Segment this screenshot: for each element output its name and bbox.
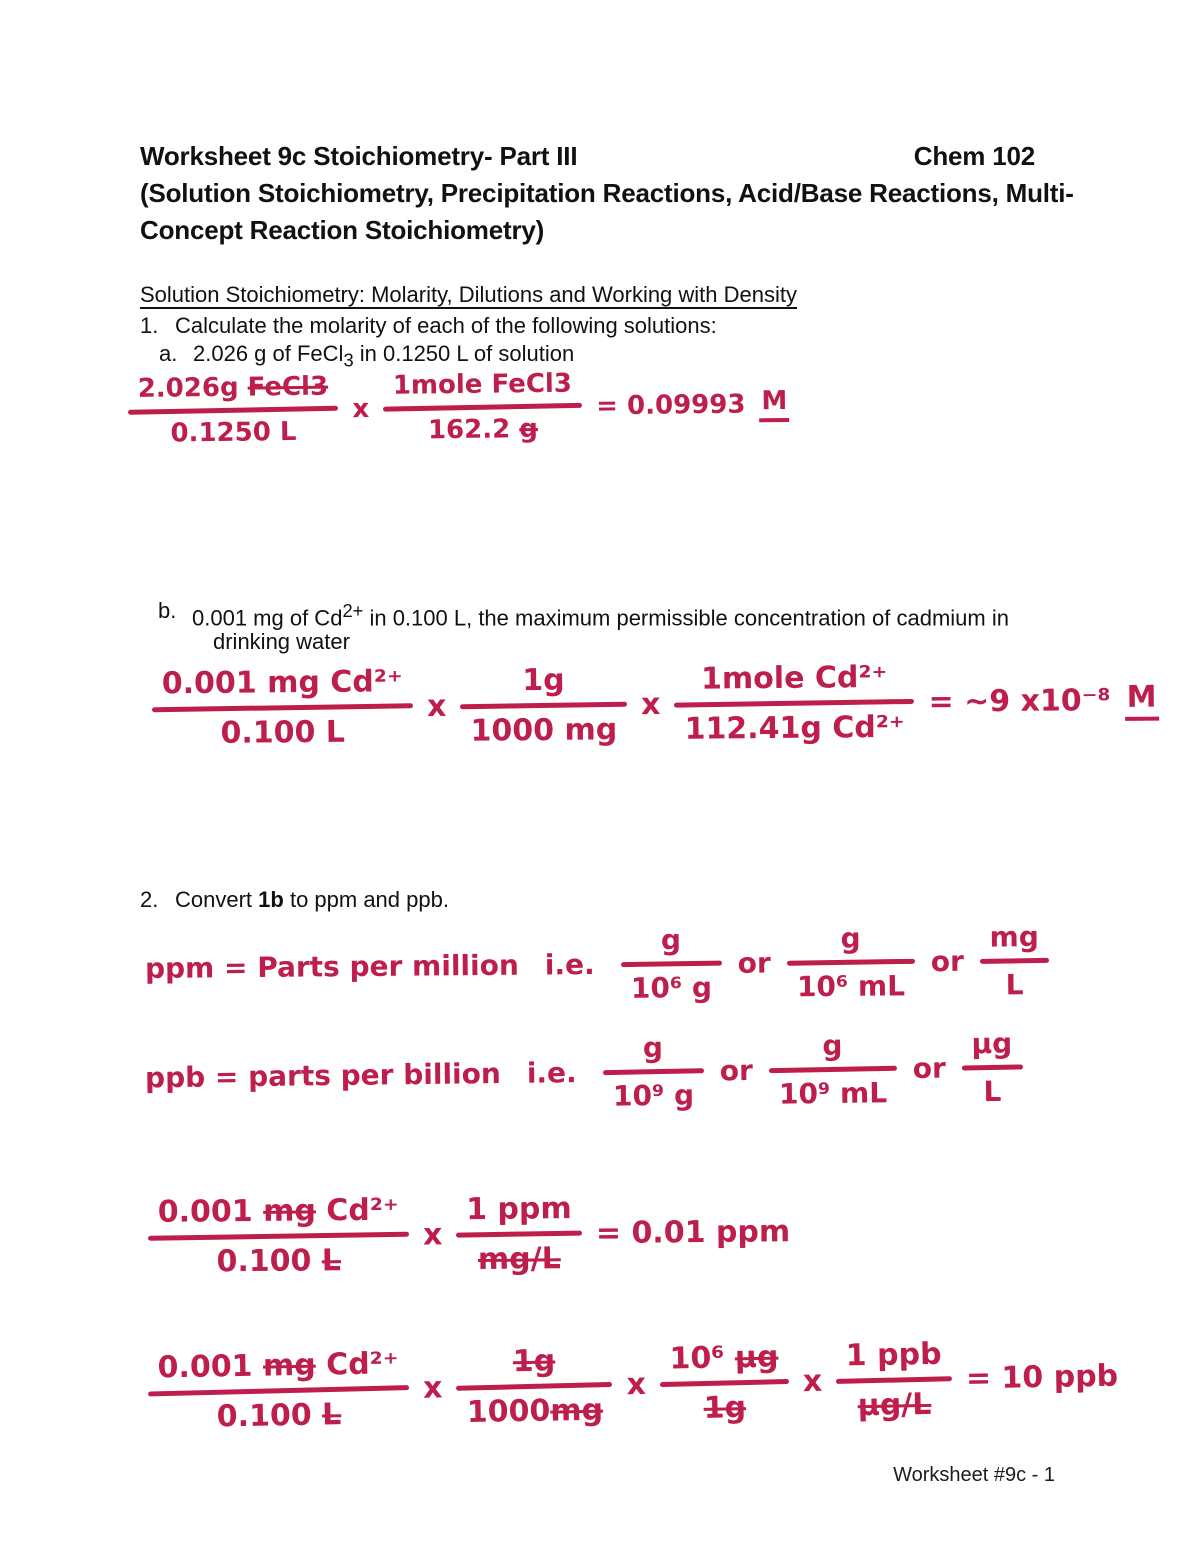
fraction-numerator: g	[840, 921, 861, 955]
volume-value: 0.100	[216, 1397, 312, 1435]
handwritten-work-ppm	[148, 1187, 805, 1282]
or-word: or	[719, 1053, 753, 1088]
fraction-bar	[769, 1066, 897, 1073]
fraction-numerator: 1mole Cd²⁺	[700, 659, 888, 697]
cancelled-unit: mg	[262, 1347, 317, 1384]
fraction-gram-per-milligram	[460, 660, 627, 750]
cancelled-unit: 1g	[512, 1343, 556, 1380]
fraction-denominator	[418, 412, 548, 448]
id-est: i.e.	[544, 948, 595, 982]
question-1a-text-post: in 0.1250 L of solution	[353, 341, 575, 366]
header	[140, 138, 1035, 175]
question-2-reference: 1b	[258, 887, 284, 912]
ion-superscript: 2+	[342, 600, 364, 621]
multiply-sign: x	[626, 1366, 647, 1403]
question-2-text-post: to ppm and ppb.	[283, 887, 449, 912]
fraction-mass-per-volume	[147, 1344, 410, 1438]
fraction-denominator: L	[1005, 968, 1024, 1002]
cancelled-unit: mg	[550, 1392, 604, 1429]
page-footer: Worksheet #9c - 1	[893, 1464, 1055, 1486]
equals-result: = ~9 x10⁻⁸	[928, 683, 1111, 720]
conversion-value: 10⁶	[669, 1340, 725, 1377]
mass-value: 2.026g	[137, 372, 239, 404]
fraction-ppb-conversion	[835, 1335, 952, 1426]
question-1b-label: b.	[158, 598, 177, 623]
fraction-denominator: 1000 mg	[470, 712, 618, 749]
question-1b-text-post: in 0.100 L, the maximum permissible concentration of cadmium in	[363, 605, 1009, 631]
fraction-numerator: mg	[989, 920, 1039, 954]
fraction-gram-per-milligram	[456, 1340, 614, 1432]
fraction-numerator: g	[660, 923, 682, 957]
fraction-bar	[660, 1379, 789, 1387]
question-1a-text-pre: 2.026 g of FeCl	[193, 341, 344, 366]
fraction-bar	[603, 1068, 704, 1075]
multiply-sign: x	[422, 1370, 443, 1406]
result-unit: M	[759, 385, 789, 421]
subtitle-line-2: Concept Reaction Stoichiometry)	[140, 215, 545, 245]
cancelled-unit: g	[519, 414, 539, 445]
fraction-molar-mass	[674, 658, 915, 749]
fraction-numerator: 1 ppb	[845, 1336, 942, 1374]
fraction-bar	[962, 1064, 1023, 1070]
fraction-bar	[456, 1231, 582, 1238]
fraction-g-per-billion-ml	[768, 1026, 897, 1113]
fraction-g-per-billion-g	[602, 1029, 704, 1115]
fraction-numerator: 0.001 mg Cd²⁺	[161, 664, 403, 702]
fraction-microgram-per-gram	[659, 1337, 789, 1428]
fraction-bar	[980, 958, 1049, 964]
ppb-definition	[145, 1025, 1023, 1121]
fraction-mass-per-volume	[128, 369, 339, 451]
multiply-sign: x	[352, 393, 370, 424]
mass-value: 0.001	[157, 1193, 253, 1230]
or-word: or	[737, 946, 771, 980]
cancelled-unit: L	[321, 1397, 342, 1433]
fraction-numerator	[147, 1344, 409, 1388]
multiply-sign: x	[422, 1217, 443, 1253]
fraction-bar	[128, 406, 338, 415]
fraction-numerator: 1g	[522, 662, 565, 699]
fraction-bar	[460, 702, 627, 710]
id-est: i.e.	[526, 1056, 577, 1090]
fraction-denominator: 0.100 L	[220, 714, 346, 751]
cancelled-unit: mg/L	[477, 1241, 561, 1277]
handwritten-work-1a	[128, 364, 790, 451]
question-1b-text-pre: 0.001 mg of Cd	[192, 605, 343, 631]
handwritten-work-1b	[152, 656, 1159, 754]
ppm-definition-label: ppm = Parts per million	[144, 948, 519, 985]
ppb-definition-label: ppb = parts per billion	[144, 1057, 502, 1095]
fraction-denominator: 112.41g Cd²⁺	[684, 709, 905, 747]
formula-subscript: 3	[343, 349, 354, 371]
fraction-denominator	[206, 1395, 351, 1437]
fraction-mass-per-volume	[148, 1191, 410, 1282]
course-code: Chem 102	[913, 141, 1035, 171]
fraction-ppm-conversion	[456, 1189, 582, 1279]
fraction-numerator: 1mole FeCl3	[392, 368, 573, 401]
fraction-bar	[152, 703, 413, 712]
equals-result: = 0.09993	[596, 388, 746, 421]
cancelled-unit: mg	[262, 1193, 317, 1229]
fraction-denominator	[456, 1390, 613, 1432]
handwritten-work-ppb	[147, 1331, 1133, 1437]
fraction-bar	[787, 959, 915, 966]
fraction-bar	[621, 961, 722, 968]
fraction-numerator	[148, 1191, 409, 1232]
fraction-mass-per-volume	[152, 662, 414, 753]
fraction-bar	[456, 1382, 612, 1391]
cancelled-unit: µg/L	[857, 1386, 932, 1424]
ion-label: Cd²⁺	[326, 1192, 399, 1229]
multiply-sign: x	[802, 1363, 823, 1400]
fraction-bar	[383, 403, 582, 412]
fraction-g-per-million-g	[620, 921, 722, 1007]
fraction-denominator: L	[983, 1074, 1002, 1109]
volume-value: 0.100	[216, 1243, 312, 1280]
or-word: or	[930, 944, 964, 979]
ion-label: Cd²⁺	[325, 1346, 399, 1383]
cancelled-unit: L	[321, 1243, 342, 1279]
cancelled-unit: FeCl3	[247, 371, 329, 403]
subtitle-line-1: (Solution Stoichiometry, Precipitation Reactions, Acid/Base Reactions, Multi-	[140, 178, 1074, 208]
fraction-denominator: 10⁹ g	[612, 1078, 695, 1113]
cancelled-unit: 1g	[703, 1390, 747, 1426]
conversion-value: 1000	[466, 1393, 551, 1431]
question-1-text: Calculate the molarity of each of the following solutions:	[175, 313, 717, 338]
cancelled-unit: µg	[734, 1339, 779, 1376]
multiply-sign: x	[426, 688, 447, 724]
fraction-molar-mass	[383, 366, 583, 447]
fraction-bar	[836, 1376, 952, 1384]
question-2	[140, 886, 449, 914]
fraction-mg-per-liter	[979, 918, 1049, 1004]
fraction-denominator: 10⁶ mL	[796, 969, 906, 1004]
fraction-numerator: g	[822, 1028, 843, 1063]
fraction-numerator: 1 ppm	[466, 1191, 572, 1228]
fraction-denominator: 0.1250 L	[170, 416, 297, 449]
page-title: Worksheet 9c Stoichiometry- Part III	[140, 141, 578, 171]
multiply-sign: x	[640, 686, 661, 723]
fraction-numerator: µg	[971, 1026, 1013, 1061]
fraction-numerator	[659, 1337, 789, 1378]
question-2-text	[175, 886, 449, 914]
ppm-definition	[145, 918, 1050, 1011]
result-unit: M	[1124, 680, 1158, 721]
fraction-g-per-million-ml	[786, 919, 915, 1005]
section-heading: Solution Stoichiometry: Molarity, Dilutions and Working with Density	[140, 282, 798, 307]
fraction-numerator	[128, 369, 339, 406]
fraction-denominator: 10⁶ g	[630, 970, 713, 1005]
question-2-number: 2.	[140, 887, 159, 912]
fraction-bar	[148, 1232, 409, 1241]
question-2-text-pre: Convert	[175, 887, 259, 912]
question-1b-line2: drinking water	[213, 629, 350, 654]
fraction-denominator	[206, 1241, 351, 1281]
fraction-ug-per-liter	[961, 1025, 1023, 1111]
question-1	[140, 312, 717, 340]
fraction-numerator: g	[642, 1031, 664, 1065]
equals-result: = 0.01 ppm	[595, 1214, 791, 1251]
question-1-number: 1.	[140, 313, 159, 338]
equals-result: = 10 ppb	[965, 1358, 1119, 1397]
or-word: or	[912, 1051, 947, 1085]
molar-mass-value: 162.2	[427, 414, 511, 446]
fraction-bar	[674, 699, 914, 708]
mass-value: 0.001	[157, 1348, 253, 1386]
fraction-denominator: 10⁹ mL	[778, 1076, 888, 1111]
question-1a-label: a.	[159, 341, 178, 366]
